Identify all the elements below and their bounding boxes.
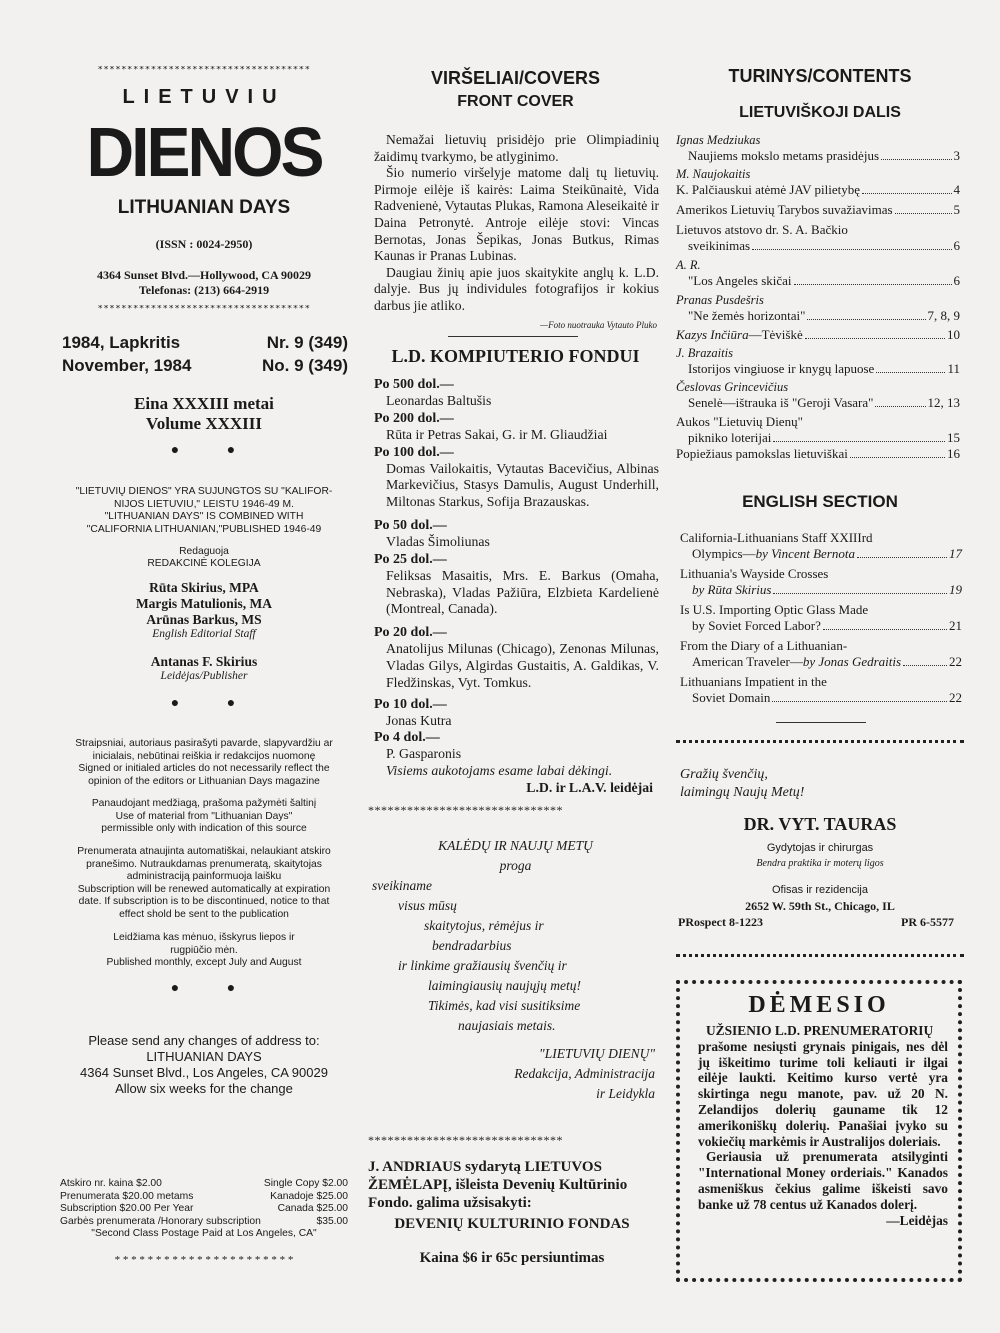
toc-entry[interactable]: Olympics— by Vincent Bernota 17 <box>692 546 962 561</box>
issue-number-lt: Nr. 9 (349) <box>266 333 348 352</box>
front-cover-title: FRONT COVER <box>457 93 574 110</box>
combined-notice: "LIETUVIŲ DIENOS" YRA SUJUNGTOS SU "KALIFOR- NIJOS LIETUVIU," LEISTU 1946-49 M. "LITHUANIAN DAYS" IS COMBINED WITH "CALIFORNIA LITHUANIAN,"PUBLISHED 1946-49 <box>75 486 333 535</box>
star-rule: ************************************ <box>97 66 311 75</box>
toc-entry[interactable]: Amerikos Lietuvių Tarybos suvažiavimas 5 <box>676 202 960 217</box>
issue-date-en: November, 1984 <box>62 356 192 375</box>
usage-notice: Panaudojant medžiagą, prašoma pažymėti šaltinį Use of material from "Lithuanian Days" permissible only with indication of this source <box>91 798 317 834</box>
phone-2: PR 6-5577 <box>901 915 954 929</box>
map-offer: J. ANDRIAUS sydarytą LIETUVOS ŽEMĖLAPĮ, išleista Devenių Kultūrinio Fondo. galima užsisakyti: <box>368 1159 628 1211</box>
covers-title: VIRŠELIAI/COVERS <box>430 68 601 88</box>
toc-entry[interactable]: American Traveler— by Jonas Gedraitis 22 <box>692 654 962 669</box>
subscription-notice: Prenumerata atnaujinta automatiškai, nelaukiant atskiro pranešimo. Nutraukdamas prenumeratą, skaitytojas administraciją painformuoja laišku Subscription will be renewed automatically at expiration date. If subscription is to be discontinued, notice to that effect shold be sent to the publication <box>77 846 331 920</box>
toc-entry[interactable]: Istorijos vingiuose ir knygų lapuose 11 <box>688 361 960 376</box>
en-section-title: ENGLISH SECTION <box>742 492 898 511</box>
cover-description: Nemažai lietuvių prisidėjo prie Olimpiadinių žaidimų tvarkymo, be atlyginimo. Šio numerio viršelyje matome dalį tų lietuvių. Pirmoje eilėje iš kairės: Laima Steikūnaitė, Vida Radvenienė, Vytautas Plukas, Ramona Aleseikaitė ir Daina Petronytė. Antroje eilėje stovi: Vincas Bernotas, Jonas Šepikas, Jonas Butkus, Rimas Kaunas ir Pranas Lubinas. Daugiau žinių apie juos skaitykite anglų k. L.D. dalyje. Bus jų individules fotografijos ir kokius darbus jie atliko. <box>374 132 659 313</box>
bullet-divider: ● ● <box>170 696 258 711</box>
divider <box>448 336 578 337</box>
en-contents-list: California-Lithuanians Staff XXIIIrd Olympics— by Vincent Bernota 17 Lithuania's Wayside Crosses by Rūta Skirius 19 Is U.S. Importing Optic Glass Made by Soviet Forced Labor? 21 From the Diary of a Lithuanian- American Traveler— by Jonas Gedraitis 22 Lithuanians Impatient in the Soviet Domain 22 <box>680 530 962 705</box>
thanks-note: Visiems aukotojams esame labai dėkingi. <box>386 763 613 779</box>
dotted-rule <box>676 954 964 957</box>
issue-date-lt: 1984, Lapkritis <box>62 333 181 352</box>
photo-credit: —Foto nuotrauka Vytauto Pluko <box>540 320 657 330</box>
notice-box <box>676 980 962 1282</box>
thanks-signature: L.D. ir L.A.V. leidėjai <box>526 779 653 795</box>
frequency-notice: Leidžiama kas mėnuo, išskyrus liepos ir rugpiūčio mėn. Published monthly, except July and August <box>106 932 302 968</box>
donor-names: Domas Vailokaitis, Vytautas Bacevičius, Albinas Markevičius, Stasys Damulis, August Underhill, Miltonas Starkus, Sofija Brazauskas. <box>386 460 659 510</box>
toc-entry[interactable]: Senelė—ištrauka iš "Geroji Vasara" 12, 13 <box>688 395 960 410</box>
toc-entry[interactable]: by Soviet Forced Labor? 21 <box>692 618 962 633</box>
donation-tier: Po 10 dol.— <box>374 696 447 712</box>
donation-tier: Po 200 dol.— <box>374 410 454 426</box>
postage-note: "Second Class Postage Paid at Los Angeles, CA" <box>91 1228 317 1239</box>
donor-names: Rūta ir Petras Sakai, G. ir M. Gliaudžiai <box>386 426 608 442</box>
map-fund: DEVENIŲ KULTURINIO FONDAS <box>394 1216 630 1232</box>
doctor-name: DR. VYT. TAURAS <box>743 814 897 834</box>
toc-entry[interactable]: Popiežiaus pamokslas lietuviškai 16 <box>676 446 960 461</box>
price-row: Garbės prenumerata /Honorary subscription $35.00 <box>60 1215 348 1227</box>
office-address: 2652 W. 59th St., Chicago, IL <box>745 899 895 913</box>
disclaimer: Straipsniai, autoriaus pasirašyti pavarde, slapyvardžiu ar inicialais, nebūtinai reiškia ir redakcijos nuomonę Signed or initialed articles do not necessarily reflect the opinion of the editors or Lithuanian Days magazine <box>75 738 333 787</box>
toc-entry[interactable]: sveikinimas 6 <box>688 238 960 253</box>
donation-tier: Po 20 dol.— <box>374 625 447 641</box>
price-row: Subscription $20.00 Per Year Canada $25.00 <box>60 1203 348 1214</box>
volume-en: Volume XXXIII <box>145 414 263 433</box>
donor-names: Feliksas Masaitis, Mrs. E. Barkus (Omaha, Nebraska), Vladas Pažiūra, Elzbieta Kardelienė (Montreal, Canada). <box>386 567 659 617</box>
donor-names: Leonardas Baltušis <box>386 393 492 408</box>
toc-entry[interactable]: K. Palčiauskui atėmė JAV pilietybę 4 <box>676 182 960 197</box>
issn: (ISSN : 0024-2950) <box>155 237 253 251</box>
editorial-staff: English Editorial Staff <box>152 628 256 640</box>
phone-1: PRospect 8-1223 <box>678 915 763 929</box>
donations-list <box>374 376 659 797</box>
doctor-specialty: Bendra praktika ir moterų ligos <box>756 858 884 869</box>
issue-number-en: No. 9 (349) <box>262 356 348 375</box>
star-rule: ****************************** <box>368 1133 563 1147</box>
toc-entry[interactable]: by Rūta Skirius 19 <box>692 582 962 597</box>
office-label: Ofisas ir rezidencija <box>772 884 868 896</box>
bullet-divider: ● ● <box>170 981 258 996</box>
masthead-title: DIENOS <box>86 113 322 191</box>
donation-tier: Po 4 dol.— <box>374 730 440 746</box>
lt-section-title: LIETUVIŠKOJI DALIS <box>739 104 901 121</box>
donor-names: Vladas Šimoliunas <box>386 533 490 549</box>
editors-list: Rūta Skirius, MPA Margis Matulionis, MA Arūnas Barkus, MS <box>135 580 273 627</box>
address: 4364 Sunset Blvd.—Hollywood, CA 90029 <box>96 268 312 282</box>
price-list <box>60 1178 348 1241</box>
toc-entry[interactable]: Kazys Inčiūra —Tėviškė 10 <box>676 327 960 342</box>
star-rule: ****************************** <box>368 803 563 817</box>
lt-contents-list: Ignas Medziukas Naujiems mokslo metams prasidėjus 3 M. Naujokaitis K. Palčiauskui atėmė JAV pilietybę 4 Amerikos Lietuvių Tarybos suvažiavimas 5 Lietuvos atstovo dr. S. A. Bačkio sveikinimas 6 A. R. "Los Angeles skičai 6 Pranas Pusdešris "Ne žemės horizontai" 7, 8, 9 Kazys Inčiūra —Tėviškė 10 J. Brazaitis Istorijos vingiuose ir knygų lapuose 11 Česlovas Grincevičius Senelė—ištrauka iš "Geroji Vasara" 12, 13 Aukos "Lietuvių Dienų" pikniko loterijai 15 Popiežiaus pamokslas lietuviškai 16 <box>676 133 960 461</box>
toc-entry[interactable]: "Los Angeles skičai 6 <box>688 273 960 288</box>
change-of-address: Please send any changes of address to: LITHUANIAN DAYS 4364 Sunset Blvd., Los Angeles, CA 90029 Allow six weeks for the change <box>80 1033 328 1096</box>
donation-tier: Po 100 dol.— <box>374 444 454 460</box>
edited-by: Redaguoja <box>179 546 229 557</box>
toc-entry[interactable]: Naujiems mokslo metams prasidėjus 3 <box>688 148 960 163</box>
masthead-subtitle: LITHUANIAN DAYS <box>117 197 291 218</box>
publisher-title: Leidėjas/Publisher <box>160 670 248 682</box>
editorial-board: REDAKCINĖ KOLEGIJA <box>147 558 261 569</box>
bullet-divider: ● ● <box>170 443 258 458</box>
donor-names: Jonas Kutra <box>386 712 452 728</box>
greeting: Gražių švenčių, laimingų Naujų Metų! <box>680 767 805 800</box>
publisher-name: Antanas F. Skirius <box>150 654 258 669</box>
notice-title: DĖMESIO <box>748 992 890 1018</box>
toc-entry[interactable]: "Ne žemės horizontai" 7, 8, 9 <box>688 308 960 323</box>
dotted-rule <box>676 740 964 743</box>
toc-entry[interactable]: Soviet Domain 22 <box>692 690 962 705</box>
price-row: Prenumerata $20.00 metams Kanadoje $25.00 <box>60 1190 348 1202</box>
doctor-title: Gydytojas ir chirurgas <box>766 842 874 854</box>
masthead-top: LIETUVIU <box>122 86 286 108</box>
donation-tier: Po 50 dol.— <box>374 517 447 533</box>
star-rule: ************************************ <box>97 305 311 314</box>
toc-title: TURINYS/CONTENTS <box>728 66 912 86</box>
volume-lt: Eina XXXIII metai <box>134 394 274 413</box>
donor-names: Anatolijus Milunas (Chicago), Zenonas Milunas, Vladas Gilys, Algirdas Gustaitis, A. Galdikas, V. Fledžinskas, Vyt. Tomkus. <box>386 641 659 690</box>
donation-tier: Po 500 dol.— <box>374 377 454 392</box>
phone: Telefonas: (213) 664-2919 <box>138 283 270 297</box>
notice-body: UŽSIENIO L.D. PRENUMERATORIŲ prašome nesiųsti grynais pinigais, nes dėl jų iškeitimo turime toli keliauti ir ilgai eilėje laukti. Keitimo kurso vertė yra skirtinga negu manote, pav. už 20 N. Zelandijos dolerių gauname tik 12 amerikoniškų dolerių. Panašiai įvyko su vokiečių markėmis ir Australijos doleriais. Geriausia už prenumerata atsilyginti "International Money orderiais." Kanados asmeniškus čekius galime iškeisti savo banke už 78 centus už Kanados dolerį. —Leidėjas <box>698 1023 948 1228</box>
toc-entry[interactable]: pikniko loterijai 15 <box>688 430 960 445</box>
map-price: Kaina $6 ir 65c persiuntimas <box>419 1250 605 1266</box>
donor-names: P. Gasparonis <box>386 746 462 762</box>
donation-tier: Po 25 dol.— <box>374 551 447 567</box>
christmas-greeting: KALĖDŲ IR NAUJŲ METŲ proga sveikiname visus mūsų skaitytojus, rėmėjus ir bendradarbius ir linkime gražiausių švenčių ir laimingiausių naujųjų metų! Tikimės, kad visi susitiksime naujasiais metais. "LIETUVIŲ DIENŲ" Redakcija, Administracija ir Leidykla <box>372 838 655 1101</box>
divider <box>776 722 866 723</box>
star-rule-bottom: * * * * * * * * * * * * * * * * * * * * * * <box>114 1254 294 1266</box>
price-row: Atskiro nr. kaina $2.00 Single Copy $2.00 <box>60 1178 348 1189</box>
fund-title: L.D. KOMPIUTERIO FONDUI <box>391 346 640 366</box>
